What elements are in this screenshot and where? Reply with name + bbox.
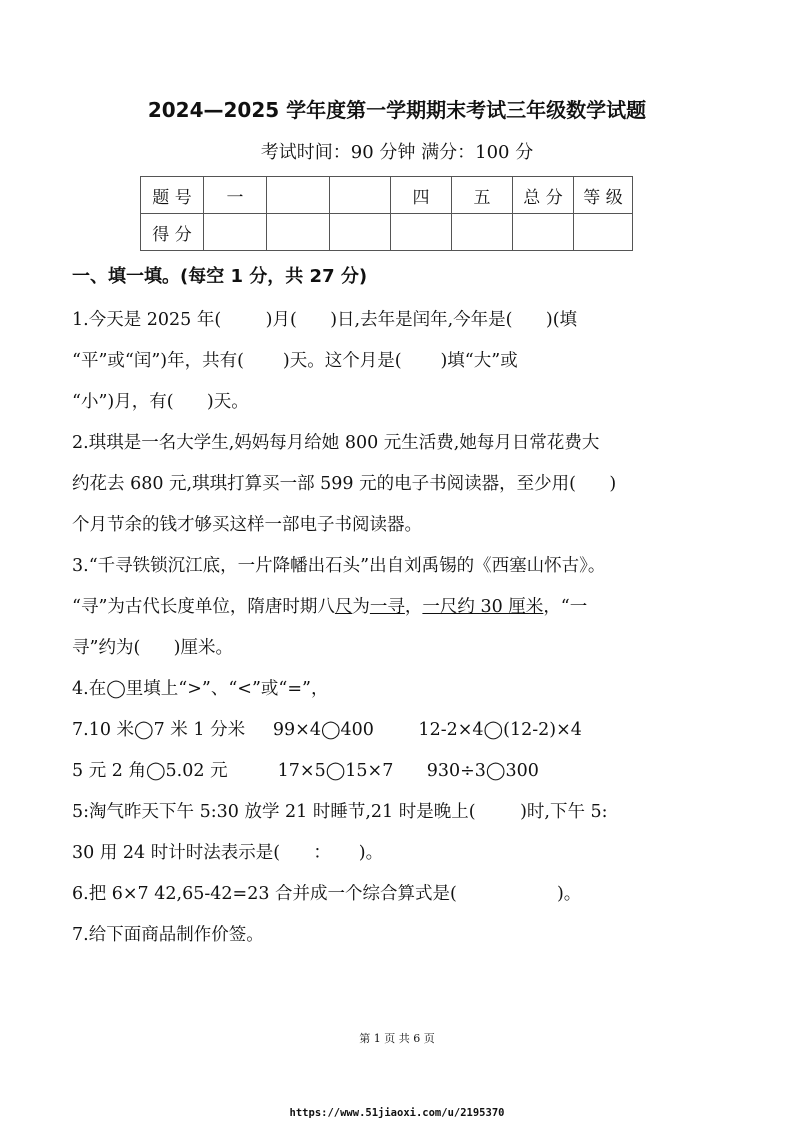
score-input-cell <box>574 214 633 251</box>
table-cell: 得 分 <box>141 214 204 251</box>
text-line: 寻”约为( )厘米。 <box>72 638 233 658</box>
score-input-cell <box>330 214 391 251</box>
text-line: 2.琪琪是一名大学生,妈妈每月给她 800 元生活费,她每月日常花费大 <box>72 433 600 453</box>
page-number: 第 1 页 共 6 页 <box>359 1032 435 1045</box>
text-fragment: ，“一 <box>543 597 588 617</box>
text-line-underlined <box>72 587 722 628</box>
text-fragment: 为 <box>352 597 370 617</box>
source-url: https://www.51jiaoxi.com/u/2195370 <box>289 1107 505 1119</box>
score-table-score-row <box>141 214 633 251</box>
underlined-text: 一寻 <box>369 597 405 617</box>
exam-title: 2024—2025 学年度第一学期期末考试三年级数学试题 <box>147 98 647 122</box>
table-cell: 五 <box>452 177 513 214</box>
table-cell: 题 号 <box>141 177 204 214</box>
text-line: 1.今天是 2025 年( )月( )日,去年是闰年,今年是( )(填 <box>72 310 578 330</box>
underlined-text: 尺 <box>334 597 353 617</box>
text-line: 个月节余的钱才够买这样一部电子书阅读器。 <box>72 515 422 535</box>
underlined-text: 一尺约 30 厘米 <box>422 597 544 617</box>
section-heading: 一、填一填。(每空 1 分，共 27 分) <box>72 266 368 287</box>
table-cell: 一 <box>204 177 267 214</box>
score-input-cell <box>513 214 574 251</box>
table-cell: 总 分 <box>513 177 574 214</box>
text-fragment: “寻”为古代长度单位，隋唐时期八 <box>72 597 335 617</box>
score-input-cell <box>452 214 513 251</box>
text-line: 6.把 6×7 42,65-42=23 合并成一个综合算式是( )。 <box>72 884 582 904</box>
text-line: 5 元 2 角◯5.02 元 17×5◯15×7 930÷3◯300 <box>72 761 539 781</box>
question-body <box>72 300 722 956</box>
text-line: 30 用 24 时计时法表示是( ： )。 <box>72 843 384 863</box>
score-table <box>140 176 633 251</box>
exam-subtitle: 考试时间：90 分钟 满分：100 分 <box>260 142 534 163</box>
score-table-header-row <box>141 177 633 214</box>
text-line: 7.给下面商品制作价签。 <box>72 925 264 945</box>
text-line: 3.“千寻铁锁沉江底，一片降幡出石头”出自刘禹锡的《西塞山怀古》。 <box>72 556 606 576</box>
text-line: 约花去 680 元,琪琪打算买一部 599 元的电子书阅读器，至少用( ) <box>72 474 617 494</box>
text-fragment: ， <box>404 597 423 617</box>
score-input-cell <box>267 214 330 251</box>
text-line: “小”)月，有( )天。 <box>72 392 249 412</box>
table-cell: 等 级 <box>574 177 633 214</box>
text-line: 4.在◯里填上“>”、“<”或“=”， <box>72 679 329 699</box>
text-line: 7.10 米◯7 米 1 分米 99×4◯400 12-2×4◯(12-2)×4 <box>72 720 582 740</box>
table-cell: 四 <box>391 177 452 214</box>
table-cell <box>330 177 391 214</box>
score-input-cell <box>204 214 267 251</box>
text-line: 5:淘气昨天下午 5:30 放学 21 时睡节,21 时是晚上( )时,下午 5: <box>72 802 608 822</box>
score-input-cell <box>391 214 452 251</box>
table-cell <box>267 177 330 214</box>
text-line: “平”或“闰”)年，共有( )天。这个月是( )填“大”或 <box>72 351 518 371</box>
